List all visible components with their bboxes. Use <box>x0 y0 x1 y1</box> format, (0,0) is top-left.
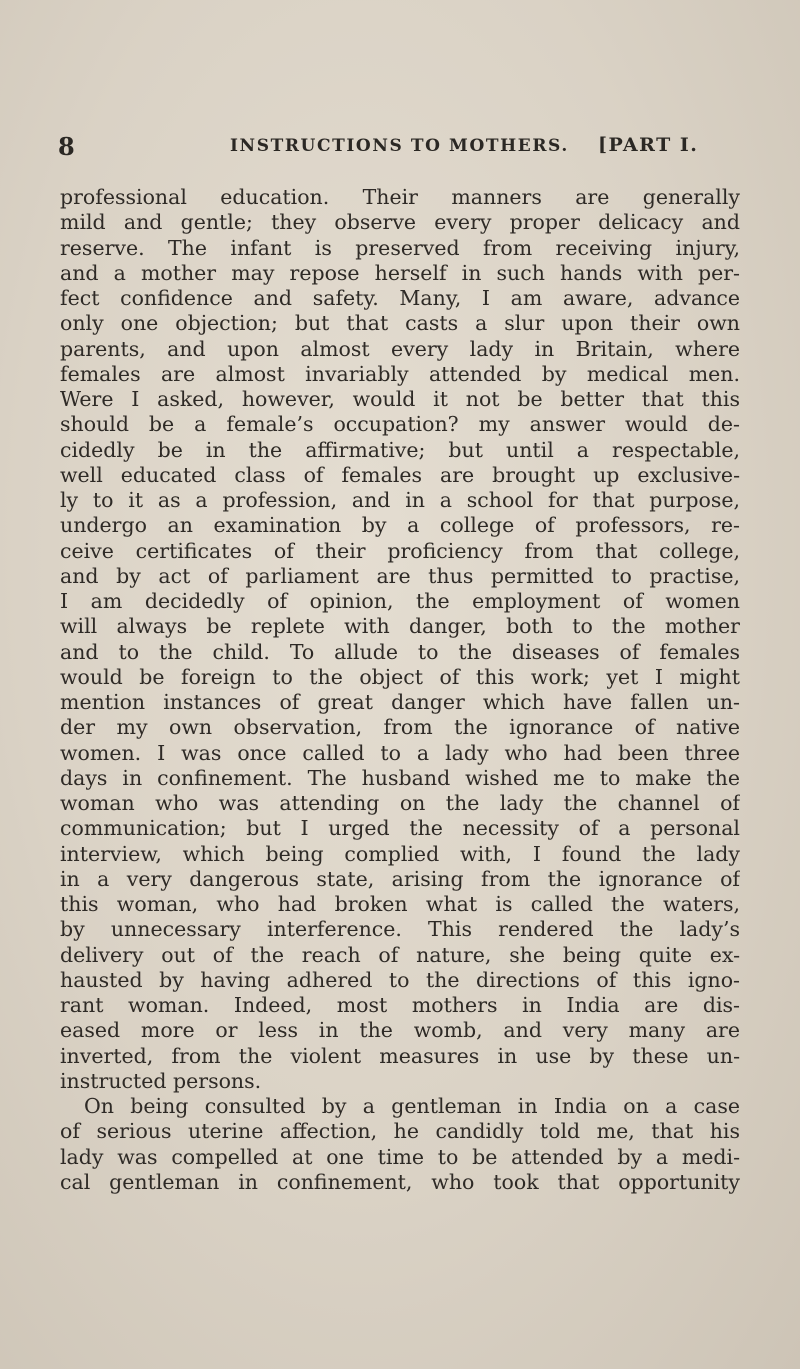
text-line: and a mother may repose herself in such hands with per- <box>60 260 740 285</box>
text-line: cidedly be in the affirmative; but until a respectable, <box>60 437 740 462</box>
text-line: parents, and upon almost every lady in Britain, where <box>60 336 740 361</box>
text-line: der my own observation, from the ignorance of native <box>60 715 740 740</box>
text-line: ly to it as a profession, and in a school for that purpose, <box>60 488 740 512</box>
part-label: [PART I. <box>598 134 699 156</box>
text-line: hausted by having adhered to the directions of this igno- <box>60 967 740 992</box>
text-line: of serious uterine affection, he candidly told me, that his <box>60 1119 740 1144</box>
paragraph-end-line: instructed persons. <box>60 1068 262 1093</box>
text-line: inverted, from the violent measures in use by these un- <box>60 1043 740 1068</box>
text-line: cal gentleman in confinement, who took that opportunity <box>60 1169 740 1194</box>
text-line: mention instances of great danger which have fallen un- <box>60 690 740 714</box>
text-line: by unnecessary interference. This rendered the lady’s <box>60 917 740 942</box>
text-line: ceive certificates of their proficiency from that college, <box>60 538 740 563</box>
text-line: rant woman. Indeed, most mothers in India are dis- <box>60 993 740 1017</box>
text-line: females are almost invariably attended by medical men. <box>60 361 740 386</box>
text-line: reserve. The infant is preserved from receiving injury, <box>60 235 740 260</box>
paragraph-start-line: On being consulted by a gentleman in India on a case <box>84 1094 740 1118</box>
text-line: lady was compelled at one time to be attended by a medi- <box>60 1144 740 1169</box>
text-line: mild and gentle; they observe every proper delicacy and <box>60 210 740 235</box>
text-line: woman who was attending on the lady the channel of <box>60 791 740 815</box>
text-line: only one objection; but that casts a slur upon their own <box>60 311 740 336</box>
running-head <box>58 132 738 162</box>
text-line: interview, which being complied with, I found the lady <box>60 841 740 866</box>
text-line: eased more or less in the womb, and very many are <box>60 1018 740 1043</box>
body-text <box>60 185 740 1195</box>
text-line: professional education. Their manners are generally <box>60 185 740 209</box>
text-line: communication; but I urged the necessity of a personal <box>60 816 740 841</box>
text-line: Were I asked, however, would it not be better that this <box>60 387 740 411</box>
text-line: and by act of parliament are thus permitted to practise, <box>60 563 740 588</box>
page-number: 8 <box>58 132 75 161</box>
running-title: INSTRUCTIONS TO MOTHERS. <box>230 136 569 156</box>
text-line: should be a female’s occupation? my answer would de- <box>60 412 740 437</box>
text-line: will always be replete with danger, both to the mother <box>60 614 740 639</box>
text-line: would be foreign to the object of this work; yet I might <box>60 664 740 689</box>
text-line: well educated class of females are brought up exclusive- <box>60 462 740 487</box>
text-line: undergo an examination by a college of professors, re- <box>60 513 740 538</box>
text-line: in a very dangerous state, arising from the ignorance of <box>60 866 740 891</box>
text-line: days in confinement. The husband wished me to make the <box>60 765 740 790</box>
text-line: I am decidedly of opinion, the employment of women <box>60 589 740 613</box>
text-line: delivery out of the reach of nature, she being quite ex- <box>60 942 740 967</box>
text-line: women. I was once called to a lady who had been three <box>60 740 740 765</box>
text-line: and to the child. To allude to the diseases of females <box>60 639 740 664</box>
text-line: this woman, who had broken what is called the waters, <box>60 892 740 916</box>
text-line: fect confidence and safety. Many, I am aware, advance <box>60 286 740 310</box>
